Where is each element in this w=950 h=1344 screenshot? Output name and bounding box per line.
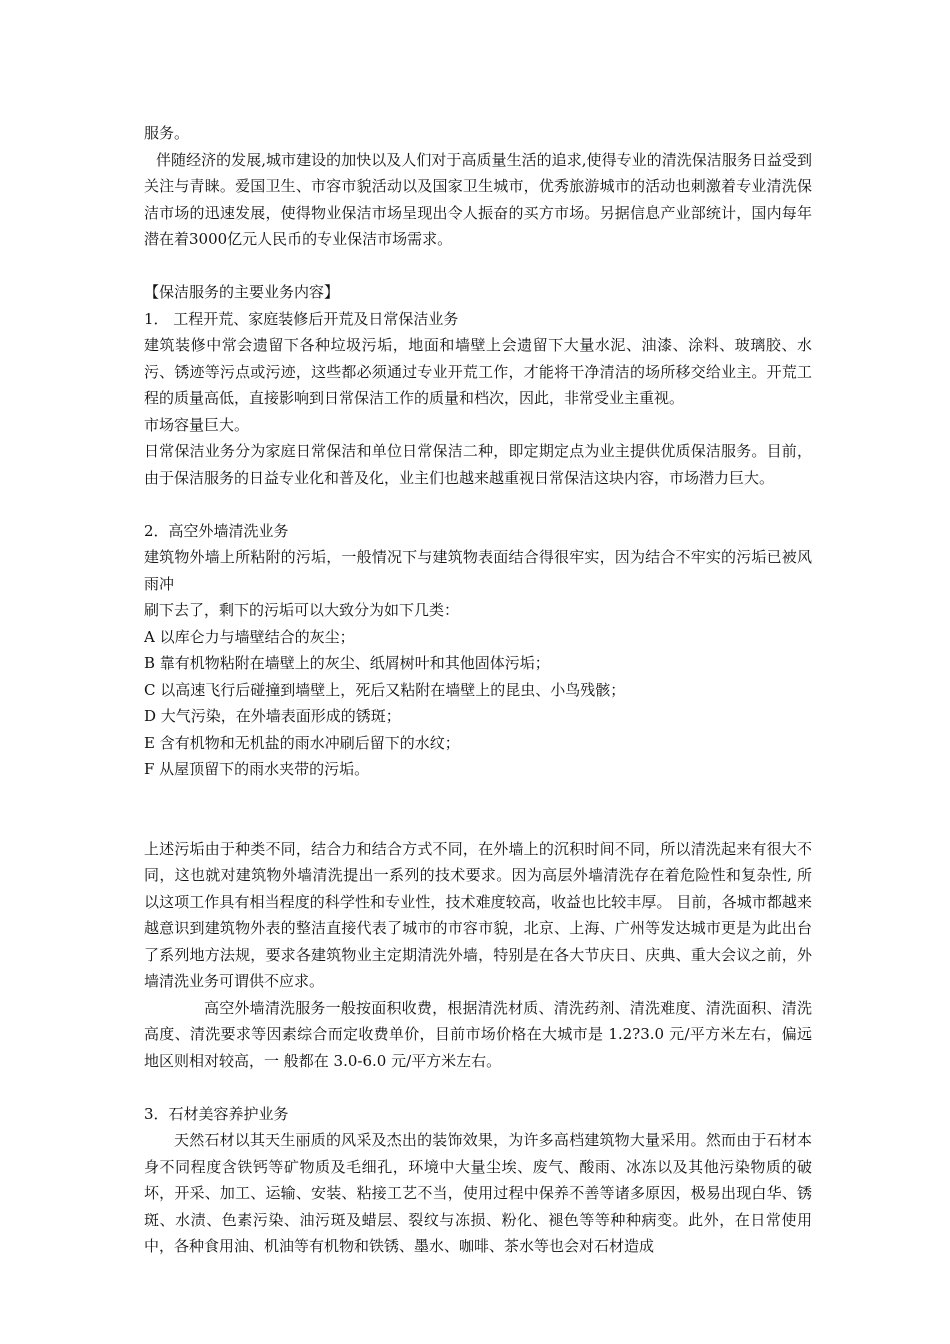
- item2-list-item: F 从屋顶留下的雨水夹带的污垢。: [144, 760, 370, 778]
- item1-paragraph-3: 日常保洁业务分为家庭日常保洁和单位日常保洁二种，即定期定点为业主提供优质保洁服务。目前，由于保洁服务的日益专业化和普及化，业主们也越来越重视日常保洁这块内容，市场潜力巨大。: [144, 442, 812, 487]
- section-heading: 【保洁服务的主要业务内容】: [144, 283, 340, 301]
- item2-paragraph-1: 建筑物外墙上所粘附的污垢，一般情况下与建筑物表面结合得很牢实，因为结合不牢实的污垢已被风雨冲: [144, 548, 812, 593]
- growth-paragraph: 伴随经济的发展,城市建设的加快以及人们对于高质量生活的追求,使得专业的清洗保洁服务日益受到关注与青睐。爱国卫生、市容市貌活动以及国家卫生城市，优秀旅游城市的活动也刺激着专业清洗保洁市场的迅速发展，使得物业保洁市场呈现出令人振奋的买方市场。另据信息产业部统计，国内每年潜在着3000亿元人民币的专业保洁市场需求。: [144, 150, 812, 248]
- document-page: [144, 120, 812, 1260]
- item1-paragraph-2: 市场容量巨大。: [144, 415, 250, 434]
- spacer: [144, 491, 812, 518]
- item2-paragraph-4: 高空外墙清洗服务一般按面积收费，根据清洗材质、清洗药剂、清洗难度、清洗面积、清洗高度、清洗要求等因素综合而定收费单价，目前市场价格在大城市是 1.2?3.0 元/平方米左右，偏远地区则相对较高，一 般都在 3.0-6.0 元/平方米左右。: [144, 998, 812, 1070]
- item2-list-item: D 大气污染，在外墙表面形成的锈斑；: [144, 707, 401, 725]
- spacer: [144, 253, 812, 280]
- item2-list-item: A 以库仑力与墙壁结合的灰尘；: [144, 627, 355, 646]
- item3-title: 3．石材美容养护业务: [144, 1104, 289, 1123]
- item2-paragraph-2: 刷下去了，剩下的污垢可以大致分为如下几类：: [144, 601, 460, 619]
- item2-list-item: C 以高速飞行后碰撞到墙壁上，死后又粘附在墙壁上的昆虫、小鸟残骸；: [144, 680, 626, 699]
- item2-paragraph-3: 上述污垢由于种类不同，结合力和结合方式不同，在外墙上的沉积时间不同，所以清洗起来有很大不同，这也就对建筑物外墙清洗提出一系列的技术要求。因为高层外墙清洗存在着危险性和复杂性, 所以这项工作具有相当程度的科学性和专业性，技术难度较高，收益也比较丰厚。 目前，各城市都越来越意识到建筑物外表的整洁直接代表了城市的市容市貌，北京、上海、广州等发达城市更是为此出台了系列地方法规，要求各建筑物业主定期清洗外墙，特别是在各大节庆日、庆典、重大会议之前，外墙清洗业务可谓供不应求。: [144, 839, 812, 990]
- spacer: [144, 783, 812, 836]
- item2-list-item: E 含有机物和无机盐的雨水冲刷后留下的水纹；: [144, 733, 460, 752]
- spacer: [144, 1074, 812, 1101]
- intro-end-paragraph: 服务。: [144, 124, 190, 142]
- item1-paragraph-1: 建筑装修中常会遗留下各种垃圾污垢，地面和墙壁上会遗留下大量水泥、油漆、涂料、玻璃胶、水污、锈迹等污点或污迹，这些都必须通过专业开荒工作，才能将干净清洁的场所移交给业主。开荒工程的质量高低，直接影响到日常保洁工作的质量和档次，因此，非常受业主重视。: [144, 336, 812, 407]
- item2-title: 2．高空外墙清洗业务: [144, 521, 289, 540]
- item1-title: 1． 工程开荒、家庭装修后开荒及日常保洁业务: [144, 309, 459, 328]
- item3-paragraph-1: 天然石材以其天生丽质的风采及杰出的装饰效果，为许多高档建筑物大量采用。然而由于石材本身不同程度含铁钙等矿物质及毛细孔，环境中大量尘埃、废气、酸雨、冰冻以及其他污染物质的破坏，开采、加工、运输、安装、粘接工艺不当，使用过程中保养不善等诸多原因，极易出现白华、锈斑、水渍、色素污染、油污斑及蜡层、裂纹与冻损、粉化、褪色等等种种病变。此外，在日常使用中，各种食用油、机油等有机物和铁锈、墨水、咖啡、茶水等也会对石材造成: [144, 1131, 812, 1255]
- item2-list-item: B 靠有机物粘附在墙壁上的灰尘、纸屑树叶和其他固体污垢；: [144, 654, 550, 672]
